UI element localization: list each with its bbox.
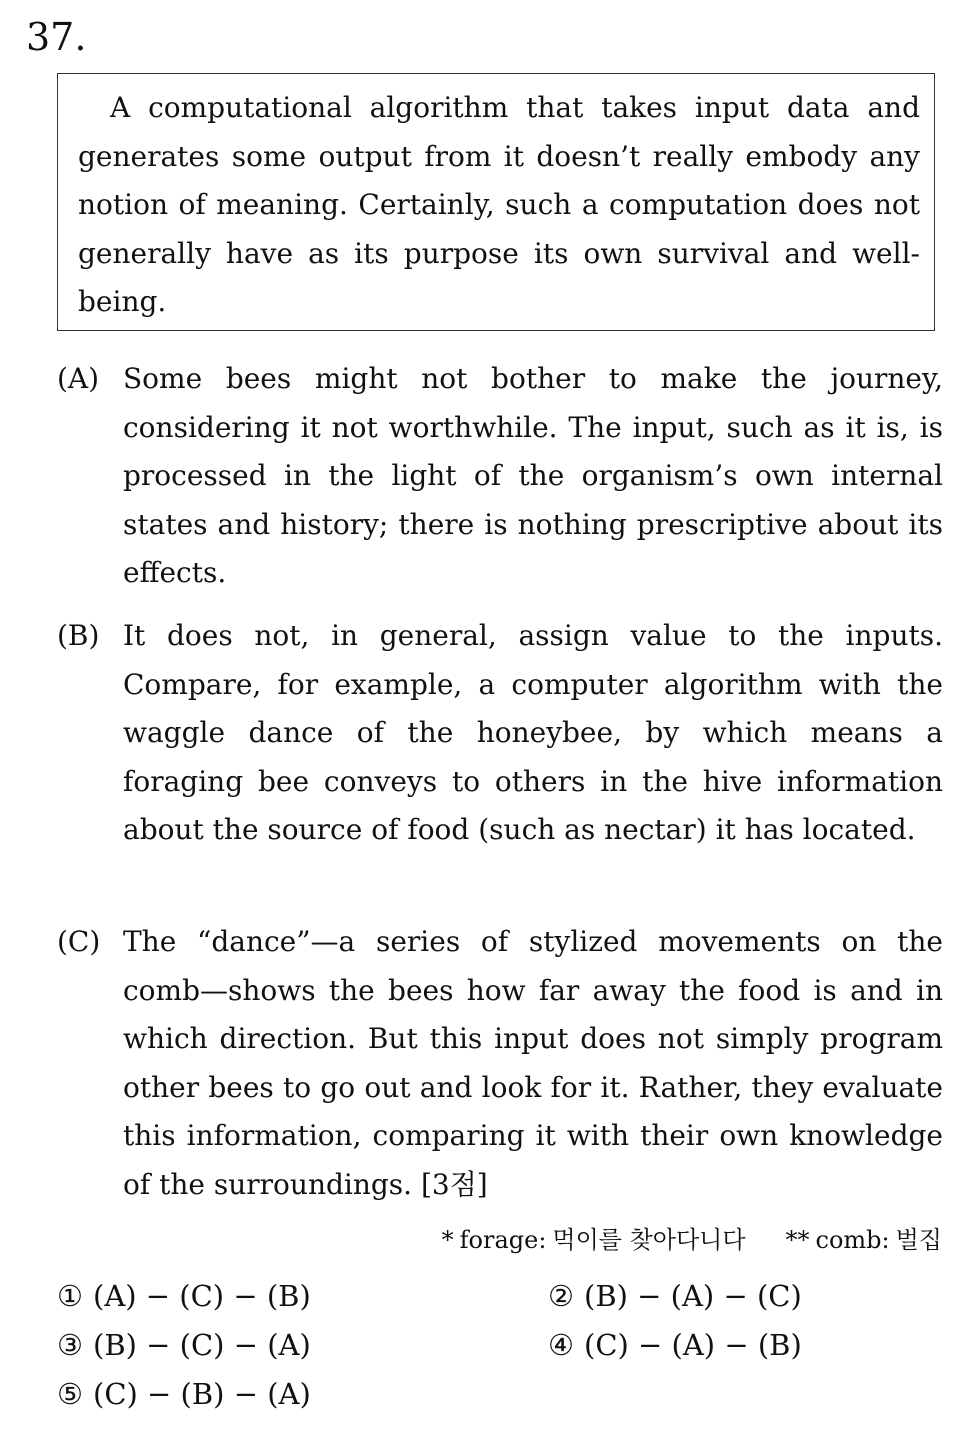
choice-order: (C) − (A) − (B) [584,1328,802,1362]
footnotes [436,1222,942,1258]
paragraph-label: (B) [57,619,100,652]
choice-number: ③ [57,1328,83,1362]
footnote-mark: * [441,1226,454,1254]
given-sentence: A computational algorithm that takes input data and generates some output from it doesn’t really embody any notion of meaning. Certainly, such a computation does not generally have as its purpose its own survival and well-being. [78,91,920,319]
paragraph-b [57,612,943,855]
choice-order: (B) − (C) − (A) [93,1328,311,1362]
footnote-meaning: 먹이를 찾아다니다 [552,1226,746,1254]
question-number: 37. [26,15,87,59]
paragraph-text: Some bees might not bother to make the journey, considering it not worthwhile. The input, such as it is, is processed in the light of the organism’s own internal states and history; there is nothing prescriptive about its effects. [123,362,943,590]
choice-order: (C) − (B) − (A) [93,1377,311,1411]
paragraph-c [57,918,943,1210]
footnote-meaning: 벌집 [895,1226,942,1254]
choice-1[interactable] [57,1276,311,1316]
paragraph-a [57,355,943,598]
given-sentence-box [57,73,935,331]
paragraph-label: (A) [57,362,100,395]
paragraph-text: It does not, in general, assign value to the inputs. Compare, for example, a computer algorithm with the waggle dance of the honeybee, by which means a foraging bee conveys to others in the hive information about the source of food (such as nectar) it has located. [123,619,943,847]
choice-5[interactable] [57,1374,311,1414]
choice-number: ② [548,1279,574,1313]
choice-number: ⑤ [57,1377,83,1411]
paragraph-label: (C) [57,925,101,958]
footnote-mark: ** [785,1226,810,1254]
choice-2[interactable] [548,1276,802,1316]
choice-order: (B) − (A) − (C) [584,1279,802,1313]
footnote-term: forage: [459,1226,547,1254]
choice-order: (A) − (C) − (B) [93,1279,311,1313]
choice-4[interactable] [548,1325,802,1365]
footnote-term: comb: [815,1226,890,1254]
paragraph-text: The “dance”—a series of stylized movements on the comb—shows the bees how far away the food is and in which direction. But this input does not simply program other bees to go out and look for it. Rather, they evaluate this information, comparing it with their own knowledge of the surroundings. [3점] [123,925,943,1201]
choice-number: ① [57,1279,83,1313]
choice-number: ④ [548,1328,574,1362]
choice-3[interactable] [57,1325,311,1365]
